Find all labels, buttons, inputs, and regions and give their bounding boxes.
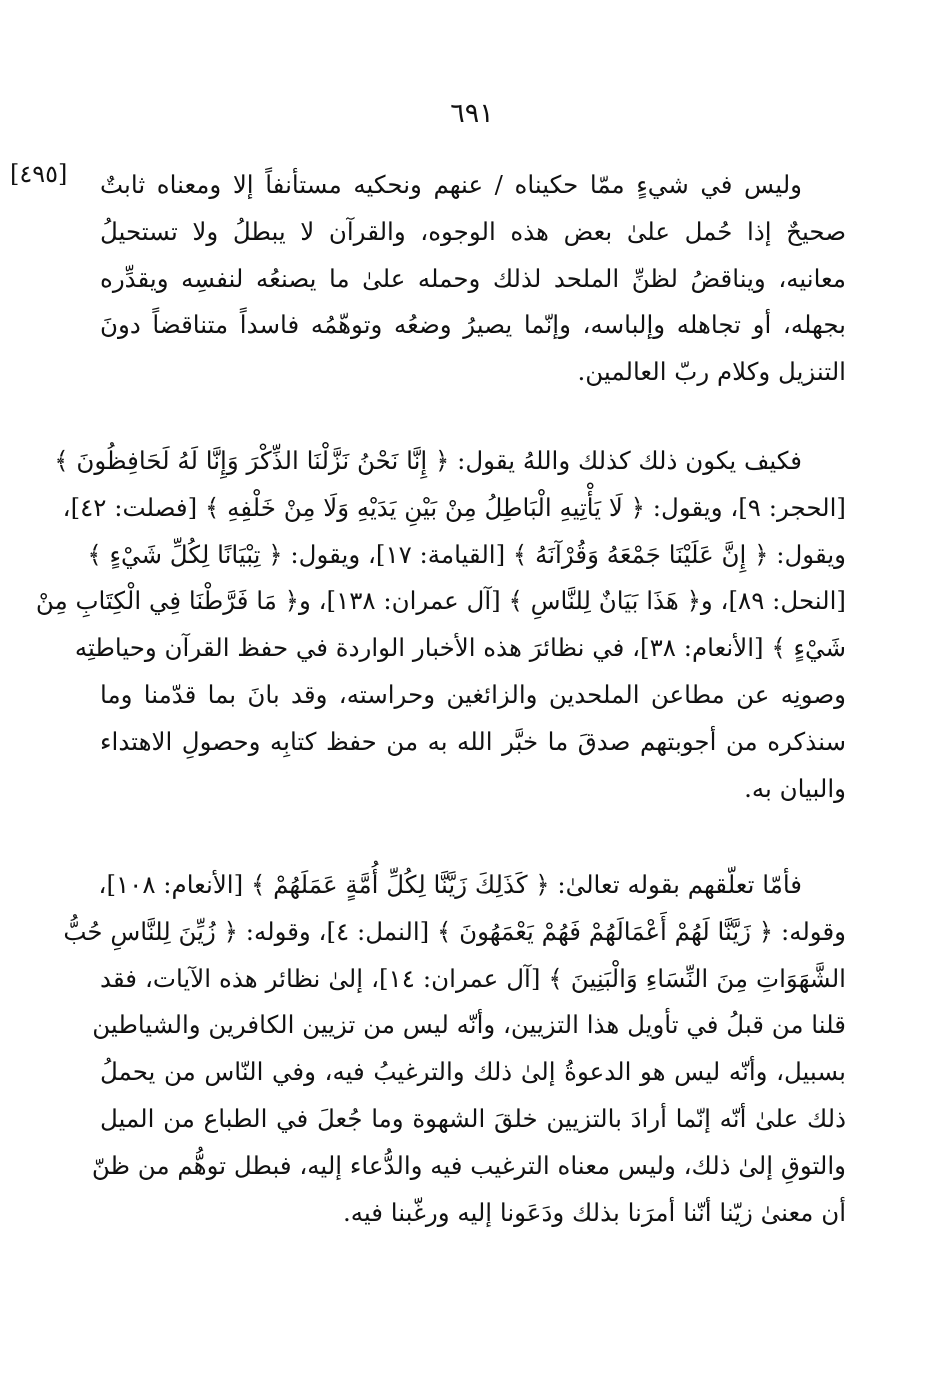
text-line: التنزيل وكلام ربّ العالمين. [577,357,846,387]
text-line: [الحجر: ٩]، ويقول: ﴿ لَا يَأْتِيهِ الْبَاطِلُ مِنْ بَيْنِ يَدَيْهِ وَلَا مِنْ خَلْفِهِ ﴾ [فصلت: ٤٢]، [62,492,846,522]
text-line: ذلك علىٰ أنّه إنّما أرادَ بالتزيين خلقَ الشهوة وما جُعلَ في الطباع من الميل [100,1103,846,1133]
paragraph-1 [100,162,846,396]
text-line: وليس في شيءٍ ممّا حكيناه / عنهم ونحكيه مستأنفاً إلا ومعناه ثابتٌ [100,170,802,199]
text-line: وقوله: ﴿ زَيَّنَّا لَهُمْ أَعْمَالَهُمْ فَهُمْ يَعْمَهُونَ ﴾ [النمل: ٤]، وقوله: ﴿ زُيِّنَ لِلنَّاسِ حُبُّ [63,916,846,946]
margin-page-marker: [٤٩٥] [10,160,68,188]
text-line: قلنا من قبلُ في تأويل هذا التزيين، وأنّه ليس من تزيين الكافرين والشياطين [92,1010,846,1040]
paragraph-3 [63,862,846,1236]
text-line: [النحل: ٨٩]، و﴿ هَذَا بَيَانٌ لِلنَّاسِ ﴾ [آل عمران: ١٣٨]، و﴿ مَا فَرَّطْنَا فِي الْكِتَابِ مِنْ [35,586,846,616]
text-line: فأمّا تعلّقهم بقوله تعالىٰ: ﴿ كَذَلِكَ زَيَّنَّا لِكُلِّ أُمَّةٍ عَمَلَهُمْ ﴾ [الأنعام: ١٠٨]، [98,870,802,899]
text-line: بسبيل، وأنّه ليس هو الدعوةُ إلىٰ ذلك والترغيبُ فيه، وفي النّاس من يحملُ [100,1057,846,1087]
text-line: والبيان به. [744,773,846,803]
text-line: فكيف يكون ذلك كذلك واللهُ يقول: ﴿ إِنَّا نَحْنُ نَزَّلْنَا الذِّكْرَ وَإِنَّا لَهُ لَحَافِظُونَ ﴾ [54,446,802,475]
text-line: سنذكره من أجوبتهم صدقَ ما خبَّر الله به من حفظ كتابِه وحصولِ الاهتداء [100,726,846,756]
text-line: أن معنىٰ زيّنا أنّنا أمرَنا بذلك ودَعَونا إليه ورغّبنا فيه. [342,1197,846,1227]
paragraph-2 [35,438,846,812]
text-line: الشَّهَوَاتِ مِنَ النِّسَاءِ وَالْبَنِينَ ﴾ [آل عمران: ١٤]، إلىٰ نظائر هذه الآيات، فقد [100,963,846,993]
text-line: صحيحٌ إذا حُمل علىٰ بعض هذه الوجوه، والقرآن لا يبطلُ ولا تستحيلُ [100,216,846,246]
text-line: معانيه، ويناقضُ لظنِّ الملحد لذلك وحمله علىٰ ما يصنعُه لنفسِه ويقدِّره [100,263,846,293]
text-line: وصونِه عن مطاعن الملحدين والزائغين وحراسته، وقد بانَ بما قدّمنا وما [100,679,846,709]
text-line: شَيْءٍ ﴾ [الأنعام: ٣٨]، في نظائرَ هذه الأخبار الواردة في حفظ القرآن وحياطتِه [74,633,846,663]
text-line: بجهله، أو تجاهله وإلباسه، وإنّما يصيرُ وضعُه وتوهّمُه فاسداً متناقضاً دونَ [100,310,846,340]
text-line: والتوقِ إلىٰ ذلك، وليس معناه الترغيب فيه والدُّعاء إليه، فبطل توهُّم من ظنّ [91,1150,846,1180]
page-number: ٦٩١ [450,98,494,129]
text-line: ويقول: ﴿ إِنَّ عَلَيْنَا جَمْعَهُ وَقُرْآنَهُ ﴾ [القيامة: ١٧]، ويقول: ﴿ تِبْيَانًا لِكُلِّ شَيْءٍ ﴾ [87,539,846,569]
